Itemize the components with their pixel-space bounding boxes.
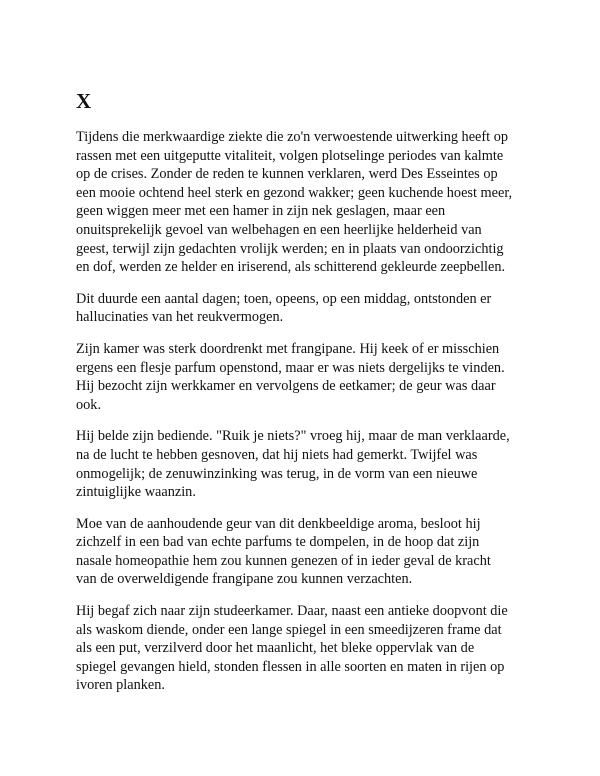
paragraph: Moe van de aanhoudende geur van dit denkbeeldige aroma, besloot hij zichzelf in een bad van echte parfums te dompelen, in de hoop dat zijn nasale homeopathie hem zou kunnen genezen of in ieder geval de kracht van de overweldigende frangipane zou kunnen verzachten. — [76, 515, 491, 588]
document-page — [76, 84, 546, 708]
paragraph: Dit duurde een aantal dagen; toen, opeens, op een middag, ontstonden er hallucinaties van het reukvermogen. — [76, 290, 492, 326]
paragraph: Hij belde zijn bediende. "Ruik je niets?" vroeg hij, maar de man verklaarde, na de lucht te hebben gesnoven, dat hij niets had gemerkt. Twijfel was onmogelijk; de zenuwinzinking was terug, in de vorm van een nieuwe zintuiglijke waanzin. — [76, 428, 510, 501]
chapter-title: X — [76, 89, 92, 113]
paragraph: Zijn kamer was sterk doordrenkt met frangipane. Hij keek of er misschien ergens een flesje parfum openstond, maar er was niets dergelijks te vinden. Hij bezocht zijn werkkamer en vervolgens de eetkamer; de geur was daar ook. — [76, 340, 505, 413]
paragraph: Tijdens die merkwaardige ziekte die zo'n verwoestende uitwerking heeft op rassen met een uitgeputte vitaliteit, volgen plotselinge periodes van kalmte op de crises. Zonder de reden te kunnen verklaren, werd Des Esseintes op een mooie ochtend heel sterk en gezond wakker; geen kuchende hoest meer, geen wiggen meer met een hamer in zijn nek geslagen, maar een onuitsprekelijk gevoel van welbehagen en een heerlijke helderheid van geest, terwijl zijn gedachten vrolijk werden; en in plaats van ondoorzichtig en dof, werden ze helder en iriserend, als schitterend gekleurde zeepbellen. — [76, 129, 513, 276]
paragraph: Hij begaf zich naar zijn studeerkamer. Daar, naast een antieke doopvont die als waskom diende, onder een lange spiegel in een smeedijzeren frame dat als een put, verzilverd door het maanlicht, het bleke oppervlak van de spiegel gevangen hield, stonden flessen in alle soorten en maten in rijen op ivoren planken. — [76, 603, 508, 694]
